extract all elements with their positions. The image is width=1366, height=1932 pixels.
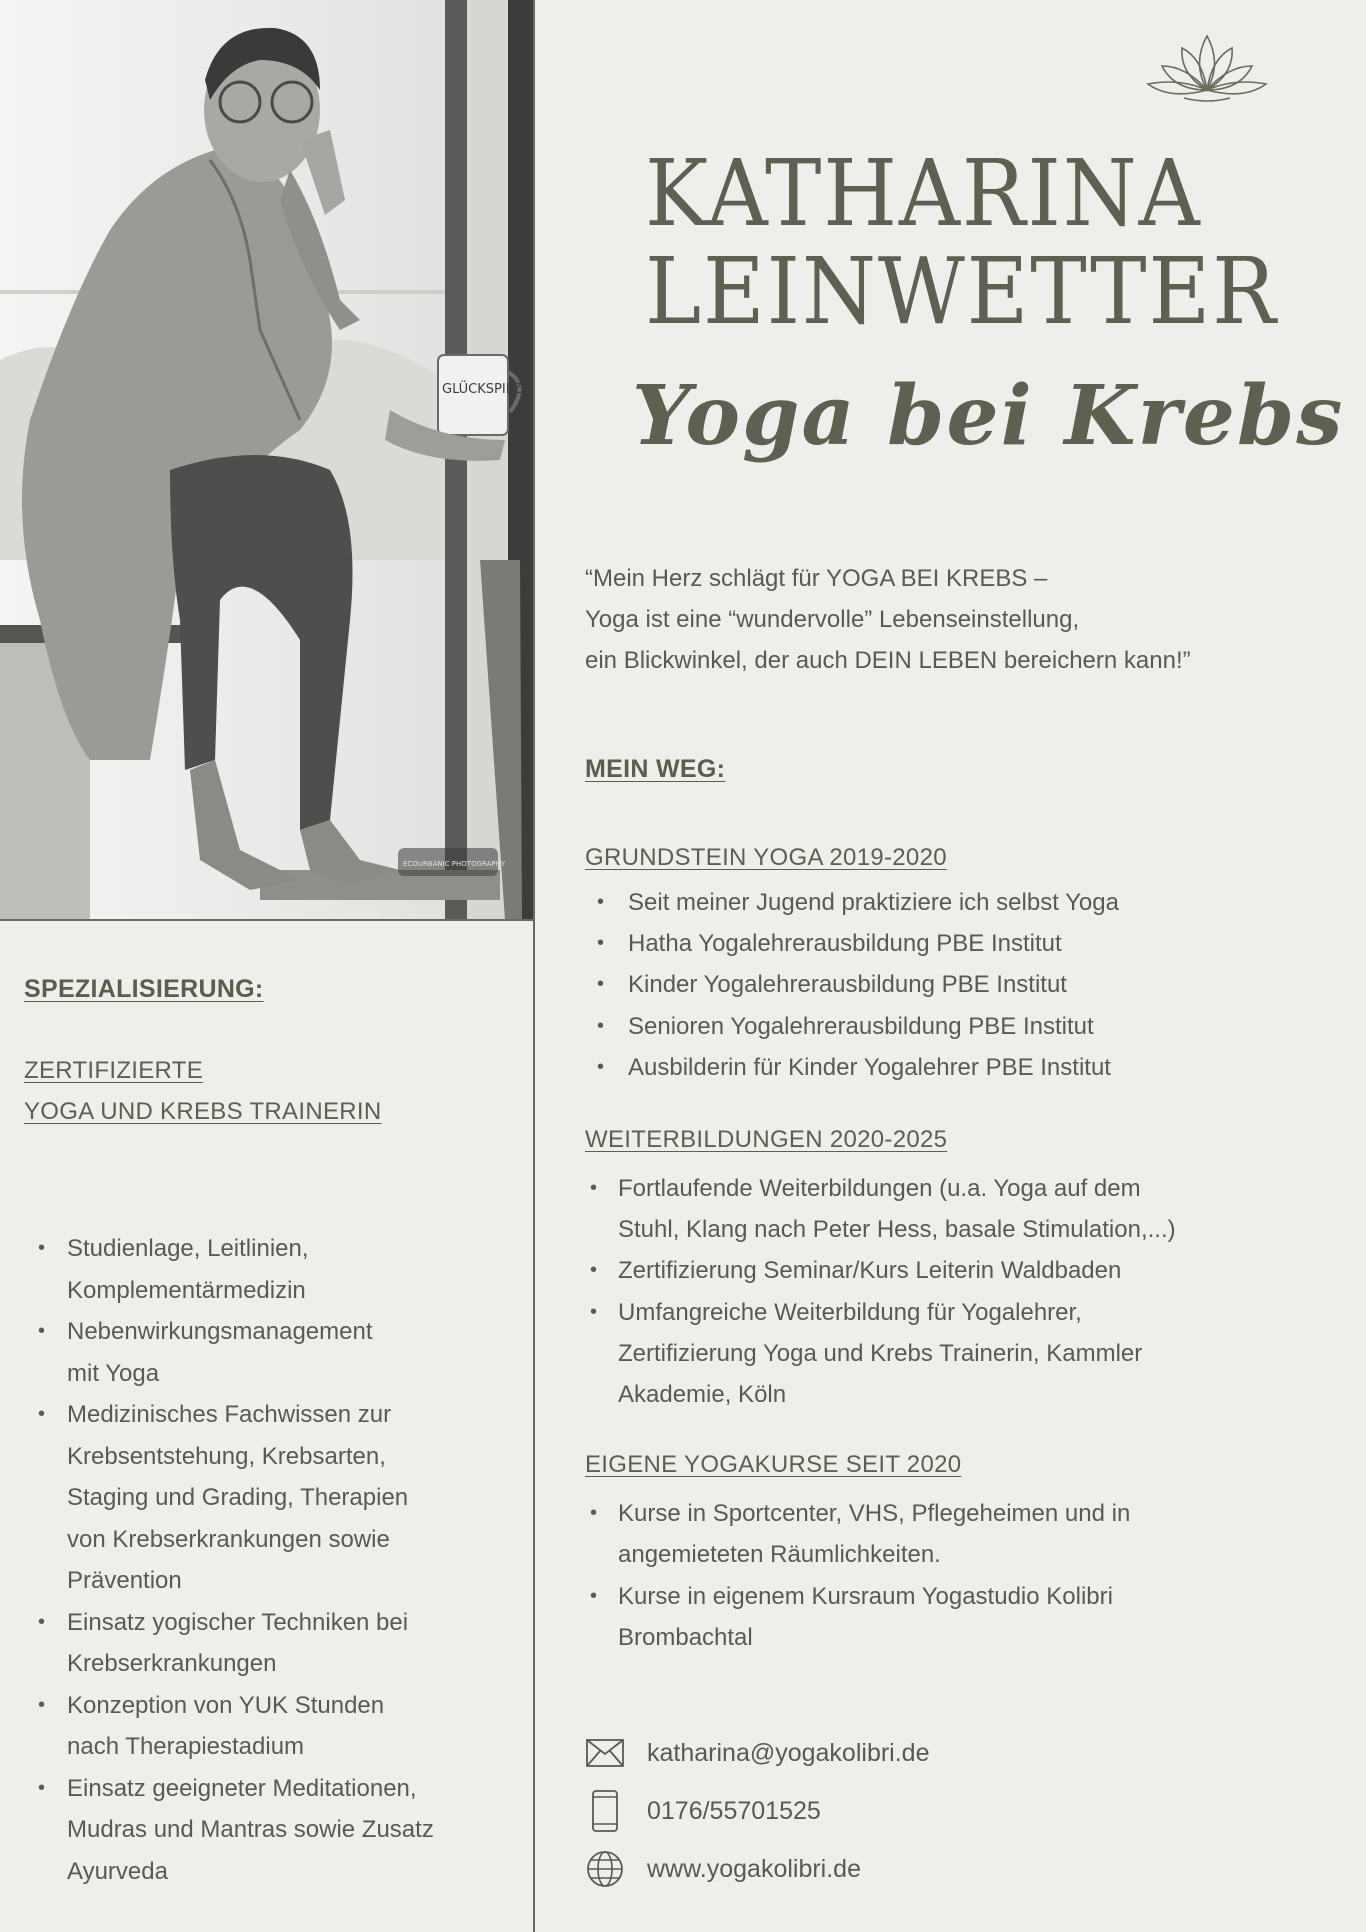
portrait-photo	[0, 0, 533, 920]
website-link[interactable]: www.yogakolibri.de	[647, 1854, 861, 1883]
phone-number[interactable]: 0176/55701525	[647, 1796, 821, 1825]
globe-icon	[585, 1849, 625, 1889]
mug-text: GLÜCKSPILZ	[442, 382, 522, 397]
name-last: LEINWETTER	[645, 238, 1278, 345]
specialization-list	[24, 1228, 494, 1892]
career-block	[585, 1126, 1305, 1415]
career-block	[585, 1451, 1305, 1658]
cert-line: ZERTIFIZIERTE	[24, 1057, 204, 1084]
specialization-section	[24, 975, 494, 1892]
phone-icon	[585, 1791, 625, 1831]
career-section	[585, 755, 1305, 1658]
specialization-heading: SPEZIALISIERUNG:	[24, 975, 264, 1003]
name-first: KATHARINA	[645, 140, 1202, 247]
career-block	[585, 844, 1305, 1088]
list-item: • Umfangreiche Weiterbildung für Yogalehrer, Zertifizierung Yoga und Krebs Trainerin, Kammler Akademie, Köln	[585, 1292, 1305, 1416]
list-item: • Konzeption von YUK Stunden nach Therapiestadium	[24, 1685, 494, 1768]
list-item: • Kurse in Sportcenter, VHS, Pflegeheimen und in angemieteten Räumlichkeiten.	[585, 1493, 1305, 1575]
email-link[interactable]: katharina@yogakolibri.de	[647, 1738, 930, 1767]
certification-title	[24, 1050, 494, 1132]
contact-phone	[585, 1791, 929, 1831]
quote-line: Yoga ist eine “wundervolle” Lebenseinstellung,	[585, 606, 1080, 633]
list-item: • Nebenwirkungsmanagement mit Yoga	[24, 1311, 494, 1394]
list-item: • Medizinisches Fachwissen zur Krebsentstehung, Krebsarten, Staging und Grading, Therapien von Krebserkrankungen sowie Prävention	[24, 1394, 494, 1602]
career-list	[585, 1168, 1305, 1415]
portrait-illustration	[0, 0, 533, 920]
cert-line: YOGA UND KREBS TRAINERIN	[24, 1098, 382, 1125]
list-item: • Fortlaufende Weiterbildungen (u.a. Yoga auf dem Stuhl, Klang nach Peter Hess, basale Stimulation,...)	[585, 1168, 1305, 1250]
photo-watermark: ECOURBANIC PHOTOGRAPHY	[403, 860, 506, 868]
list-item: • Einsatz yogischer Techniken bei Krebserkrankungen	[24, 1602, 494, 1685]
section-title: EIGENE YOGAKURSE SEIT 2020	[585, 1451, 962, 1479]
list-item: • Senioren Yogalehrerausbildung PBE Institut	[585, 1006, 1305, 1047]
subtitle-script: Yoga bei Krebs	[632, 368, 1345, 464]
photo-divider	[0, 919, 533, 921]
lotus-icon	[1140, 28, 1274, 108]
list-item: • Kurse in eigenem Kursraum Yogastudio Kolibri Brombachtal	[585, 1576, 1305, 1658]
quote-line: ein Blickwinkel, der auch DEIN LEBEN bereichern kann!”	[585, 647, 1191, 674]
list-item: • Zertifizierung Seminar/Kurs Leiterin Waldbaden	[585, 1250, 1305, 1291]
list-item: • Kinder Yogalehrerausbildung PBE Institut	[585, 964, 1305, 1005]
contact-email	[585, 1733, 929, 1773]
section-title: WEITERBILDUNGEN 2020-2025	[585, 1126, 948, 1154]
career-heading: MEIN WEG:	[585, 755, 726, 783]
list-item: • Studienlage, Leitlinien, Komplementärmedizin	[24, 1228, 494, 1311]
envelope-icon	[585, 1733, 625, 1773]
column-divider	[533, 0, 535, 1932]
career-list	[585, 1493, 1305, 1658]
list-item: • Ausbilderin für Kinder Yogalehrer PBE Institut	[585, 1047, 1305, 1088]
contact-section	[585, 1733, 929, 1907]
list-item: • Seit meiner Jugend praktiziere ich selbst Yoga	[585, 882, 1305, 923]
contact-website	[585, 1849, 929, 1889]
quote	[585, 558, 1191, 681]
list-item: • Hatha Yogalehrerausbildung PBE Institut	[585, 923, 1305, 964]
quote-line: “Mein Herz schlägt für YOGA BEI KREBS –	[585, 565, 1048, 592]
section-title: GRUNDSTEIN YOGA 2019-2020	[585, 844, 947, 871]
career-list	[585, 882, 1305, 1088]
list-item: • Einsatz geeigneter Meditationen, Mudras und Mantras sowie Zusatz Ayurveda	[24, 1768, 494, 1893]
